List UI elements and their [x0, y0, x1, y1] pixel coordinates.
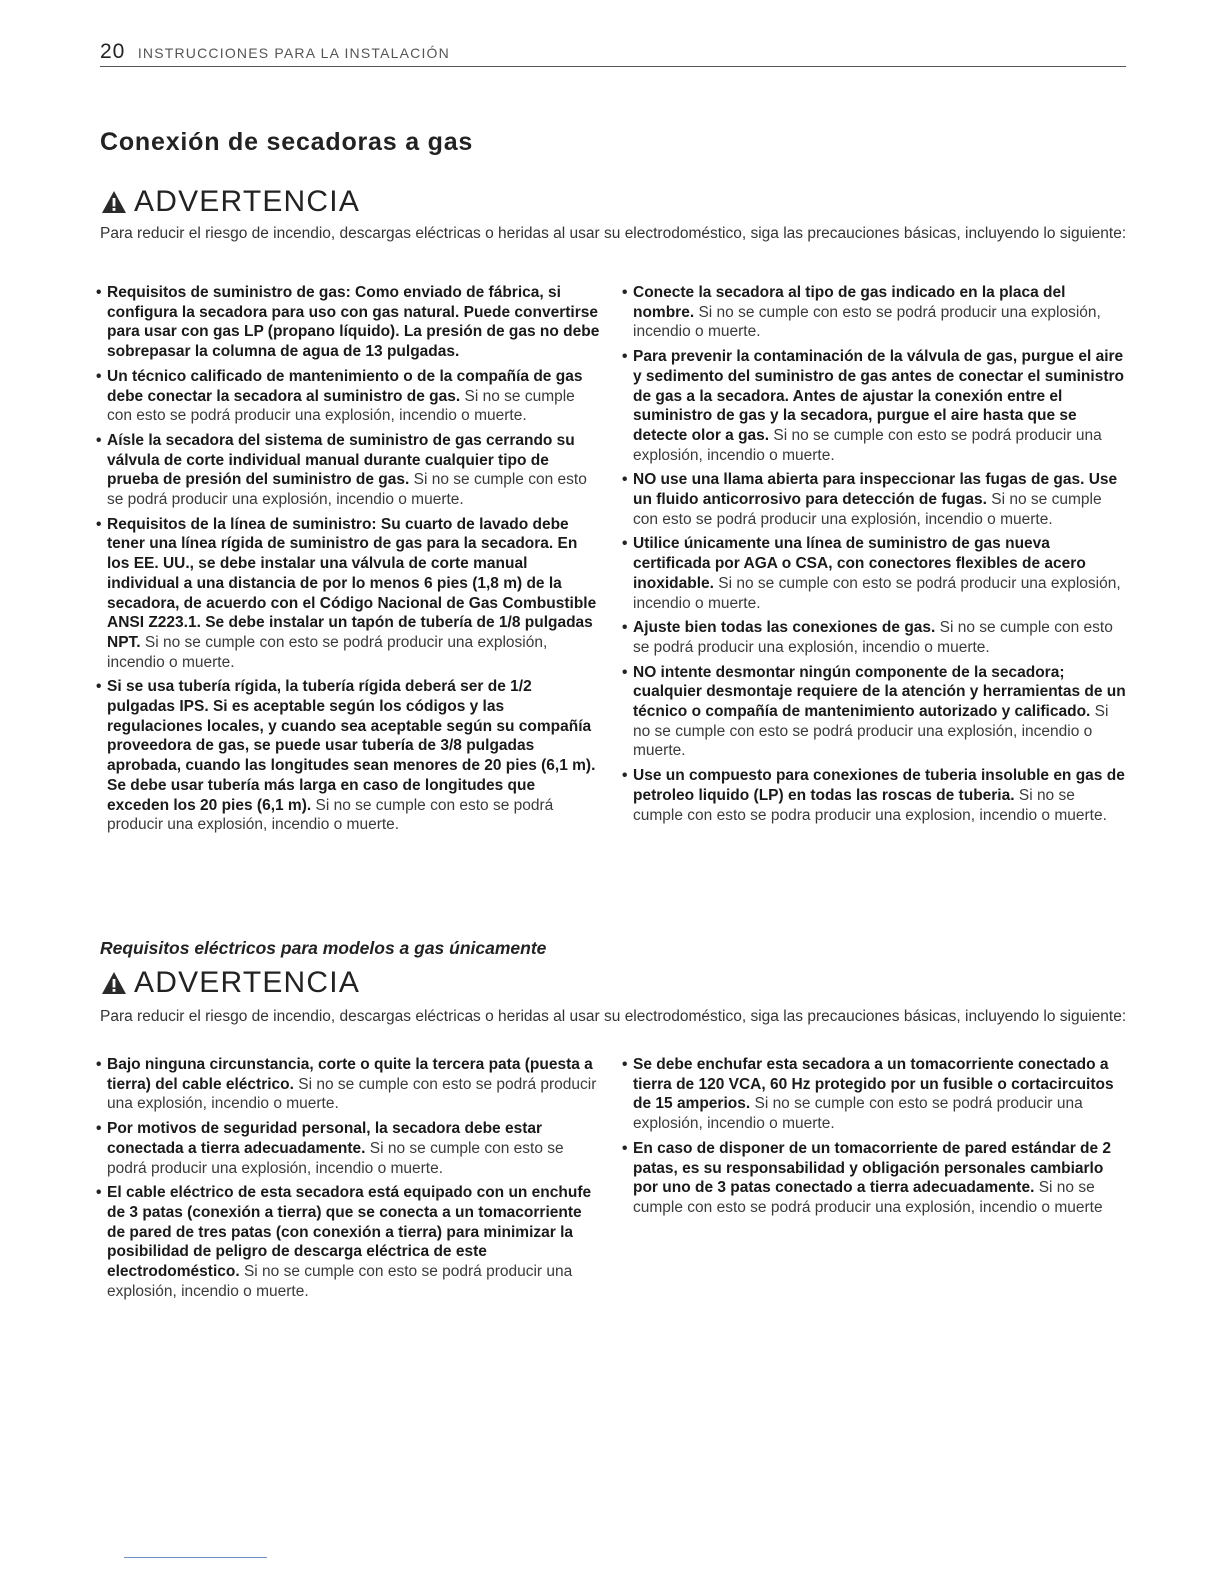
- warning1-right-column: [622, 283, 1127, 830]
- precaution-bold-text: En caso de disponer de un tomacorriente de pared estándar de 2 patas, es su responsabilidad y obligación personales cambiarlo por uno de 3 patas conectado a tierra adecuadamente.: [633, 1139, 1112, 1197]
- precaution-consequence-text: Si no se cumple con esto se podrá producir una explosión, incendio o muerte.: [633, 703, 1109, 760]
- precaution-consequence-text: Si no se cumple con esto se podrá producir una explosión, incendio o muerte: [633, 1179, 1103, 1216]
- precaution-consequence-text: Si no se cumple con esto se podra producir una explosion, incendio o muerte.: [633, 786, 1107, 824]
- precaution-bold-text: Se debe enchufar esta secadora a un tomacorriente conectado a tierra de 120 VCA, 60 Hz protegido por un fusible o cortacircuitos de 15 amperios.: [633, 1056, 1114, 1113]
- precaution-bold-text: Utilice únicamente una línea de suministro de gas nueva certificada por AGA o CSA, con conectores flexibles de acero inoxidable.: [633, 535, 1086, 592]
- precaution-bold-text: Un técnico calificado de mantenimiento o de la compañía de gas debe conectar la secadora al suministro de gas.: [107, 367, 583, 405]
- precaution-item: [622, 1139, 1127, 1218]
- precaution-bold-text: NO use una llama abierta para inspeccionar las fugas de gas. Use un fluido anticorrosivo para detección de fugas.: [633, 471, 1118, 509]
- warning-label: ADVERTENCIA: [134, 966, 361, 999]
- precaution-bold-text: Use un compuesto para conexiones de tuberia insoluble en gas de petroleo liquido (LP) en todas las roscas de tuberia.: [633, 767, 1125, 804]
- precaution-item: [622, 1055, 1127, 1134]
- warning-triangle-icon: [100, 188, 128, 216]
- precaution-list: [622, 283, 1127, 825]
- precaution-item: [622, 347, 1127, 465]
- precaution-consequence-text: Si no se cumple con esto se podrá producir una explosión, incendio o muerte.: [107, 796, 554, 834]
- precaution-consequence-text: Si no se cumple con esto se podrá producir una explosión, incendio o muerte.: [633, 426, 1102, 464]
- precaution-item: [96, 1183, 601, 1301]
- precaution-consequence-text: Si no se cumple con esto se podrá producir una explosión, incendio o muerte.: [633, 574, 1121, 612]
- warning-heading-2: [100, 965, 360, 1001]
- precaution-item: [96, 1119, 601, 1178]
- warning-heading-1: [100, 184, 360, 220]
- warning2-left-column: [96, 1055, 601, 1306]
- footer-divider: [124, 1557, 267, 1558]
- subheading: Requisitos eléctricos para modelos a gas únicamente: [100, 938, 547, 958]
- precaution-item: [96, 677, 601, 835]
- precaution-consequence-text: Si no se cumple con esto se podrá producir una explosión, incendio o muerte.: [633, 619, 1113, 656]
- page-header: [100, 40, 1126, 67]
- precaution-item: [96, 367, 601, 426]
- precaution-item: [622, 534, 1127, 613]
- precaution-consequence-text: Si no se cumple con esto se podrá producir una explosión, incendio o muerte.: [107, 471, 587, 509]
- section-title: Conexión de secadoras a gas: [100, 128, 474, 156]
- warning-label: ADVERTENCIA: [134, 185, 361, 218]
- precaution-item: [622, 283, 1127, 342]
- precaution-bold-text: Ajuste bien todas las conexiones de gas.: [633, 619, 936, 637]
- precaution-bold-text: Requisitos de la línea de suministro: Su cuarto de lavado debe tener una línea rígida de suministro de gas para la secadora. En los EE. UU., se debe instalar una válvula de corte manual individual a una distancia de por lo menos 6 pies (1,8 m) de la secadora, de acuerdo con el Código Nacional de Gas Combustible ANSI Z223.1. Se debe instalar un tapón de tubería de 1/8 pulgadas NPT.: [107, 515, 597, 651]
- precaution-item: [622, 766, 1127, 825]
- precaution-consequence-text: Si no se cumple con esto se podrá producir una explosión, incendio o muerte.: [107, 387, 575, 425]
- precaution-consequence-text: Si no se cumple con esto se podrá producir una explosión, incendio o muerte.: [107, 1075, 597, 1113]
- precaution-bold-text: Si se usa tubería rígida, la tubería rígida deberá ser de 1/2 pulgadas IPS. Si es aceptable según los códigos y las regulaciones locales, y cuando sea aceptable según su compañía proveedora de gas, se puede usar tubería de 3/8 pulgadas aprobada, cuando las longitudes sean menores de 20 pies (6,1 m). Se debe usar tubería más larga en caso de longitudes que exceden los 20 pies (6,1 m).: [107, 678, 596, 814]
- warning1-left-column: [96, 283, 601, 840]
- precaution-item: [96, 431, 601, 510]
- precaution-item: [96, 515, 601, 673]
- precaution-consequence-text: Si no se cumple con esto se podrá producir una explosión, incendio o muerte.: [107, 633, 548, 671]
- warning-intro: Para reducir el riesgo de incendio, descargas eléctricas o heridas al usar su electrodoméstico, siga las precauciones básicas, incluyendo lo siguiente:: [100, 225, 1127, 242]
- precaution-consequence-text: Si no se cumple con esto se podrá producir una explosión, incendio o muerte.: [633, 491, 1102, 528]
- precaution-list: [622, 1055, 1127, 1218]
- warning2-right-column: [622, 1055, 1127, 1223]
- precaution-list: [96, 1055, 601, 1301]
- precaution-bold-text: Bajo ninguna circunstancia, corte o quite la tercera pata (puesta a tierra) del cable eléctrico.: [107, 1056, 593, 1093]
- precaution-bold-text: Aísle la secadora del sistema de suministro de gas cerrando su válvula de corte individual manual durante cualquier tipo de prueba de presión del suministro de gas.: [107, 431, 575, 489]
- precaution-bold-text: Por motivos de seguridad personal, la secadora debe estar conectada a tierra adecuadamente.: [107, 1120, 543, 1157]
- precaution-consequence-text: Si no se cumple con esto se podrá producir una explosión, incendio o muerte.: [633, 303, 1101, 341]
- warning-intro: Para reducir el riesgo de incendio, descargas eléctricas o heridas al usar su electrodoméstico, siga las precauciones básicas, incluyendo lo siguiente:: [100, 1008, 1127, 1025]
- header-title: INSTRUCCIONES PARA LA INSTALACIÓN: [137, 45, 450, 61]
- precaution-item: [96, 1055, 601, 1114]
- precaution-consequence-text: Si no se cumple con esto se podrá producir una explosión, incendio o muerte.: [107, 1263, 573, 1300]
- precaution-bold-text: NO intente desmontar ningún componente de la secadora; cualquier desmontaje requiere de la atención y herramientas de un técnico o compañía de mantenimiento autorizado y calificado.: [633, 663, 1126, 721]
- precaution-bold-text: El cable eléctrico de esta secadora está equipado con un enchufe de 3 patas (conexión a tierra) que se conecta a un tomacorriente de pared de tres patas (con conexión a tierra) para minimizar la posibilidad de peligro de descarga eléctrica de este electrodoméstico.: [107, 1184, 592, 1281]
- page-number: 20: [100, 40, 126, 63]
- precaution-item: [622, 663, 1127, 762]
- precaution-consequence-text: Si no se cumple con esto se podrá producir una explosión, incendio o muerte.: [633, 1095, 1083, 1133]
- precaution-consequence-text: Si no se cumple con esto se podrá producir una explosión, incendio o muerte.: [107, 1139, 564, 1177]
- precaution-item: [96, 283, 601, 362]
- precaution-bold-text: Requisitos de suministro de gas: Como enviado de fábrica, si configura la secadora para uso con gas natural. Puede convertirse para usar con gas LP (propano líquido). La presión de gas no debe sobrepasar la columna de agua de 13 pulgadas.: [107, 284, 600, 361]
- warning-triangle-icon: [100, 969, 128, 997]
- precaution-item: [622, 618, 1127, 657]
- precaution-bold-text: Conecte la secadora al tipo de gas indicado en la placa del nombre.: [633, 284, 1066, 321]
- precaution-list: [96, 283, 601, 835]
- precaution-item: [622, 470, 1127, 529]
- precaution-bold-text: Para prevenir la contaminación de la válvula de gas, purgue el aire y sedimento del suministro de gas antes de conectar el suministro de gas a la secadora. Antes de ajustar la conexión entre el suministro de gas y la secadora, purgue el aire hasta que se detecte olor a gas.: [633, 348, 1124, 444]
